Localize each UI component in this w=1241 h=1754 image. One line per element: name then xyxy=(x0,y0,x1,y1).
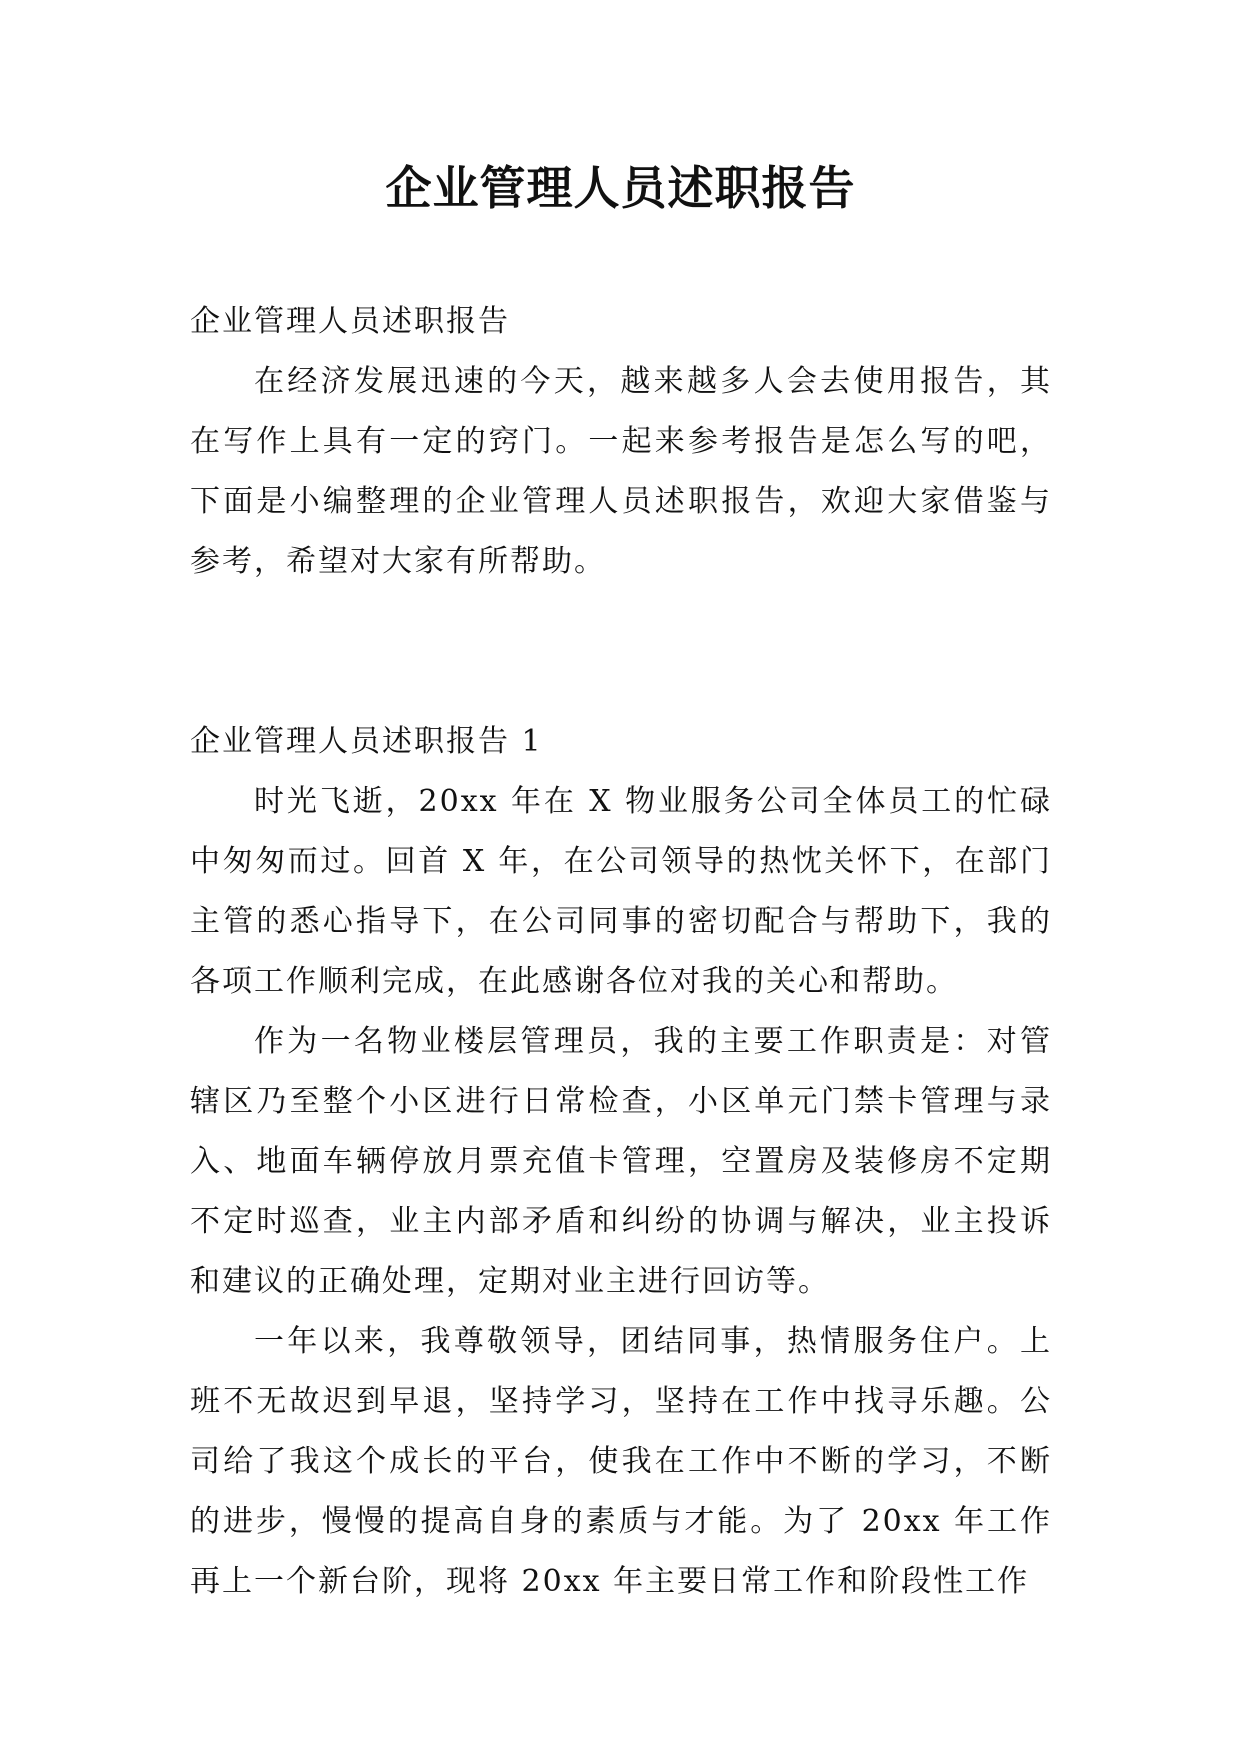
intro-paragraph: 在经济发展迅速的今天，越来越多人会去使用报告，其在写作上具有一定的窍门。一起来参考报告是怎么写的吧，下面是小编整理的企业管理人员述职报告，欢迎大家借鉴与参考，希望对大家有所帮助。 xyxy=(190,364,1052,579)
document-title: 企业管理人员述职报告 xyxy=(385,161,856,215)
section-heading: 企业管理人员述职报告 1 xyxy=(190,724,543,759)
document-body xyxy=(190,292,1052,1612)
body-paragraph: 一年以来，我尊敬领导，团结同事，热情服务住户。上班不无故迟到早退，坚持学习，坚持在工作中找寻乐趣。公司给了我这个成长的平台，使我在工作中不断的学习，不断的进步，慢慢的提高自身的素质与才能。为了 20xx 年工作再上一个新台阶，现将 20xx 年主要日常工作和阶段性工作 xyxy=(190,1324,1052,1599)
section-spacer xyxy=(190,592,1052,712)
body-paragraph: 时光飞逝，20xx 年在 X 物业服务公司全体员工的忙碌中匆匆而过。回首 X 年，在公司领导的热忱关怀下，在部门主管的悉心指导下，在公司同事的密切配合与帮助下，我的各项工作顺利完成，在此感谢各位对我的关心和帮助。 xyxy=(190,784,1052,999)
document-subtitle: 企业管理人员述职报告 xyxy=(190,304,510,339)
body-paragraph: 作为一名物业楼层管理员，我的主要工作职责是：对管辖区乃至整个小区进行日常检查，小区单元门禁卡管理与录入、地面车辆停放月票充值卡管理，空置房及装修房不定期不定时巡查，业主内部矛盾和纠纷的协调与解决，业主投诉和建议的正确处理，定期对业主进行回访等。 xyxy=(190,1024,1052,1299)
